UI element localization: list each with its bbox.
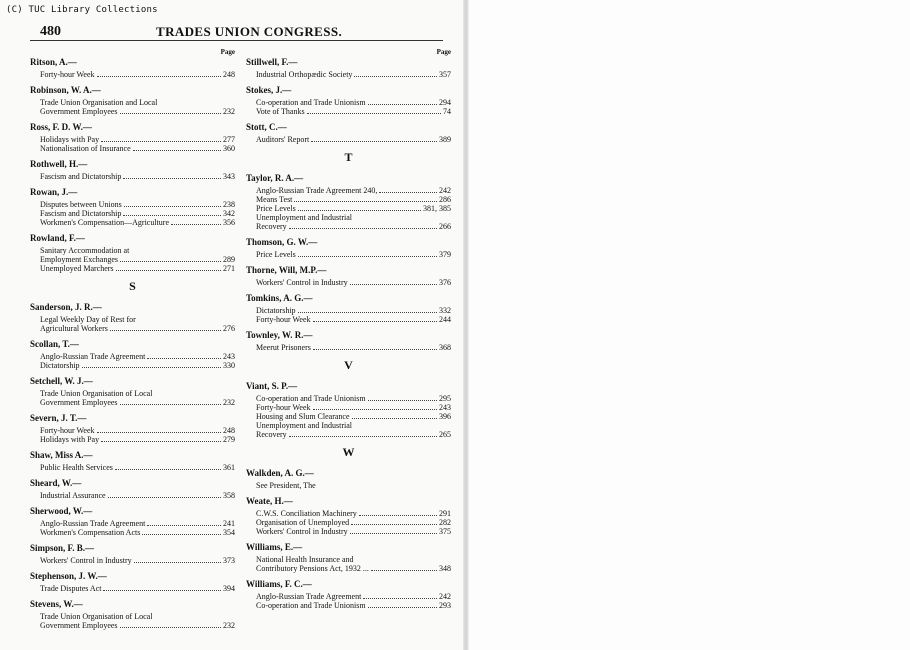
leader-dots <box>120 627 221 628</box>
watermark: (C) TUC Library Collections <box>6 5 158 15</box>
entry-subject <box>246 70 451 79</box>
index-entry <box>246 579 451 610</box>
entry-name: Stott, C.— <box>246 122 287 132</box>
subject-text: Workers' Control in Industry <box>40 556 132 565</box>
entry-subject <box>246 412 451 421</box>
entry-name: Rowland, F.— <box>30 233 85 243</box>
subject-text: Holidays with Pay <box>40 435 100 444</box>
page-ref: 293 <box>439 601 451 610</box>
entry-subject <box>30 519 235 528</box>
index-column-left <box>30 48 235 636</box>
subject-text: Fascism and Dictatorship <box>40 172 122 181</box>
page-ref: 277 <box>223 135 235 144</box>
entry-subject <box>30 426 235 435</box>
subject-text: Co-operation and Trade Unionism <box>256 394 366 403</box>
subject-text: Agricultural Workers <box>40 324 108 333</box>
page-ref: 348 <box>439 564 451 573</box>
page-ref: 282 <box>439 518 451 527</box>
entry-name: Ross, F. D. W.— <box>30 122 92 132</box>
leader-dots <box>298 312 437 313</box>
entry-subject <box>30 246 235 255</box>
subject-text: Dictatorship <box>40 361 80 370</box>
entry-subject <box>30 135 235 144</box>
page-ref: 248 <box>223 426 235 435</box>
index-entry <box>246 122 451 144</box>
index-entry <box>30 571 235 593</box>
index-column-right <box>246 48 451 616</box>
subject-text: Anglo-Russian Trade Agreement <box>256 592 362 601</box>
leader-dots <box>171 224 221 225</box>
entry-subject <box>246 481 451 490</box>
page-column-label: Page <box>436 48 451 56</box>
subject-text: Trade Union Organisation of Local <box>40 389 153 398</box>
page-column-label: Page <box>220 48 235 56</box>
index-entry <box>30 339 235 370</box>
page-ref: 242 <box>439 592 451 601</box>
entry-subject <box>30 98 235 107</box>
entry-name: Viant, S. P.— <box>246 381 298 391</box>
entry-name: Williams, E.— <box>246 542 303 552</box>
subject-text: Workers' Control in Industry <box>256 527 348 536</box>
page-ref: 289 <box>223 255 235 264</box>
entry-subject <box>30 389 235 398</box>
section-letter: T <box>344 150 353 164</box>
index-entry <box>246 496 451 536</box>
entry-name: Walkden, A. G.— <box>246 468 314 478</box>
subject-text: C.W.S. Conciliation Machinery <box>256 509 357 518</box>
page-ref: 343 <box>223 172 235 181</box>
index-entry <box>246 57 451 79</box>
subject-text: Industrial Assurance <box>40 491 106 500</box>
entry-name: Stillwell, F.— <box>246 57 298 67</box>
entry-subject <box>246 592 451 601</box>
entry-name: Sanderson, J. R.— <box>30 302 102 312</box>
page-ref: 389 <box>439 135 451 144</box>
page-ref: 232 <box>223 398 235 407</box>
subject-text: Co-operation and Trade Unionism <box>256 98 366 107</box>
entry-name: Ritson, A.— <box>30 57 77 67</box>
subject-text: Trade Disputes Act <box>40 584 102 593</box>
leader-dots <box>123 215 221 216</box>
entry-subject <box>30 107 235 116</box>
subject-text: Vote of Thanks <box>256 107 305 116</box>
entry-name: Stephenson, J. W.— <box>30 571 107 581</box>
page-ref: 241 <box>223 519 235 528</box>
section-letter: V <box>344 358 353 372</box>
entry-subject <box>30 556 235 565</box>
entry-subject <box>30 70 235 79</box>
subject-text: Government Employees <box>40 107 118 116</box>
leader-dots <box>120 261 221 262</box>
page-ref: 356 <box>223 218 235 227</box>
leader-dots <box>147 358 221 359</box>
page-ref: 294 <box>439 98 451 107</box>
page-ref: 360 <box>223 144 235 153</box>
page-number: 480 <box>40 24 61 39</box>
entry-subject <box>30 621 235 630</box>
subject-text: Unemployment and Industrial <box>256 421 352 430</box>
entry-subject <box>30 528 235 537</box>
subject-text: Organisation of Unemployed <box>256 518 350 527</box>
entry-subject <box>30 491 235 500</box>
leader-dots <box>97 76 221 77</box>
leader-dots <box>298 256 437 257</box>
header-rule <box>30 40 443 41</box>
subject-text: Sanitary Accommodation at <box>40 246 130 255</box>
entry-subject <box>246 195 451 204</box>
page-ref: 244 <box>439 315 451 324</box>
entry-subject <box>246 222 451 231</box>
leader-dots <box>379 192 437 193</box>
subject-text: Workmen's Compensation Acts <box>40 528 141 537</box>
leader-dots <box>97 432 221 433</box>
leader-dots <box>351 524 437 525</box>
index-entry <box>30 478 235 500</box>
entry-name: Weate, H.— <box>246 496 293 506</box>
index-entry <box>246 173 451 231</box>
leader-dots <box>289 228 437 229</box>
entry-subject <box>246 394 451 403</box>
leader-dots <box>101 441 221 442</box>
subject-text: Trade Union Organisation of Local <box>40 612 153 621</box>
subject-text: Employment Exchanges <box>40 255 118 264</box>
subject-text: Forty-hour Week <box>256 403 311 412</box>
page-ref: 373 <box>223 556 235 565</box>
entry-subject <box>30 144 235 153</box>
page-ref: 357 <box>439 70 451 79</box>
entry-subject <box>30 361 235 370</box>
leader-dots <box>108 497 221 498</box>
subject-text: Meerut Prisoners <box>256 343 311 352</box>
running-header: TRADES UNION CONGRESS. <box>156 24 343 39</box>
page-ref: 232 <box>223 107 235 116</box>
subject-text: Recovery <box>256 430 287 439</box>
entry-name: Rowan, J.— <box>30 187 78 197</box>
leader-dots <box>120 113 221 114</box>
leader-dots <box>289 436 437 437</box>
page-ref: 379 <box>439 250 451 259</box>
entry-subject <box>246 527 451 536</box>
leader-dots <box>82 367 221 368</box>
entry-name: Townley, W. R.— <box>246 330 313 340</box>
leader-dots <box>352 418 437 419</box>
subject-text: Forty-hour Week <box>256 315 311 324</box>
entry-subject <box>246 98 451 107</box>
entry-subject <box>30 612 235 621</box>
entry-subject <box>246 250 451 259</box>
subject-text: Anglo-Russian Trade Agreement <box>40 352 146 361</box>
index-entry <box>246 237 451 259</box>
page-ref: 279 <box>223 435 235 444</box>
leader-dots <box>368 400 437 401</box>
entry-name: Sherwood, W.— <box>30 506 93 516</box>
subject-text: Unemployment and Industrial <box>256 213 352 222</box>
entry-subject <box>246 509 451 518</box>
entry-subject <box>30 315 235 324</box>
subject-text: Price Levels <box>256 250 296 259</box>
index-entry <box>30 450 235 472</box>
entry-subject <box>30 255 235 264</box>
entry-subject <box>246 306 451 315</box>
page-ref: 243 <box>223 352 235 361</box>
entry-subject <box>30 200 235 209</box>
leader-dots <box>307 113 441 114</box>
entry-subject <box>30 324 235 333</box>
entry-name: Rothwell, H.— <box>30 159 88 169</box>
leader-dots <box>147 525 221 526</box>
subject-text: Disputes between Unions <box>40 200 122 209</box>
leader-dots <box>371 570 437 571</box>
entry-subject <box>246 564 451 573</box>
entry-subject <box>246 601 451 610</box>
section-letter: S <box>129 279 136 293</box>
page-ref: 232 <box>223 621 235 630</box>
index-entry <box>246 381 451 439</box>
index-entry <box>30 57 235 79</box>
subject-text: Fascism and Dictatorship <box>40 209 122 218</box>
leader-dots <box>311 141 437 142</box>
page-ref: 286 <box>439 195 451 204</box>
leader-dots <box>133 150 221 151</box>
leader-dots <box>368 104 437 105</box>
page-ref: 361 <box>223 463 235 472</box>
leader-dots <box>363 598 437 599</box>
subject-text: Public Health Services <box>40 463 113 472</box>
entry-name: Stokes, J.— <box>246 85 292 95</box>
leader-dots <box>313 409 437 410</box>
page-ref: 368 <box>439 343 451 352</box>
entry-name: Williams, F. C.— <box>246 579 312 589</box>
page-ref: 376 <box>439 278 451 287</box>
index-entry <box>246 330 451 352</box>
subject-text: Nationalisation of Insurance <box>40 144 131 153</box>
leader-dots <box>103 590 221 591</box>
page-ref: 276 <box>223 324 235 333</box>
subject-text: Workers' Control in Industry <box>256 278 348 287</box>
entries-left <box>30 57 235 630</box>
page-ref: 330 <box>223 361 235 370</box>
entry-subject <box>246 213 451 222</box>
leader-dots <box>101 141 221 142</box>
page-ref: 396 <box>439 412 451 421</box>
index-entry <box>246 542 451 573</box>
subject-text: Industrial Orthopædic Society <box>256 70 353 79</box>
entry-name: Robinson, W. A.— <box>30 85 101 95</box>
leader-dots <box>120 404 221 405</box>
subject-text: Government Employees <box>40 621 118 630</box>
index-entry <box>30 85 235 116</box>
entry-name: Shaw, Miss A.— <box>30 450 93 460</box>
index-entry <box>30 159 235 181</box>
index-entry <box>246 468 451 490</box>
index-entry <box>246 85 451 116</box>
entry-subject <box>246 107 451 116</box>
leader-dots <box>123 178 221 179</box>
entry-subject <box>30 352 235 361</box>
subject-text: Price Levels <box>256 204 296 213</box>
entry-subject <box>246 315 451 324</box>
index-entry <box>30 187 235 227</box>
page-ref: 242 <box>439 186 451 195</box>
index-entry <box>30 413 235 444</box>
subject-text: Legal Weekly Day of Rest for <box>40 315 136 324</box>
entry-subject <box>30 463 235 472</box>
entry-subject <box>246 555 451 564</box>
entry-subject <box>30 218 235 227</box>
entry-name: Thorne, Will, M.P.— <box>246 265 327 275</box>
page-ref: 266 <box>439 222 451 231</box>
entry-subject <box>30 398 235 407</box>
entry-subject <box>246 278 451 287</box>
index-entry <box>246 293 451 324</box>
subject-text: Holidays with Pay <box>40 135 100 144</box>
subject-text: Auditors' Report <box>256 135 310 144</box>
page-ref: 265 <box>439 430 451 439</box>
leader-dots <box>354 76 437 77</box>
index-entry <box>30 122 235 153</box>
entry-name: Sheard, W.— <box>30 478 82 488</box>
subject-text: Means Test <box>256 195 293 204</box>
subject-text: Workmen's Compensation—Agriculture <box>40 218 169 227</box>
index-entry <box>30 302 235 333</box>
leader-dots <box>142 534 221 535</box>
subject-text: Dictatorship <box>256 306 296 315</box>
leader-dots <box>124 206 221 207</box>
subject-text: Housing and Slum Clearance <box>256 412 350 421</box>
entry-name: Setchell, W. J.— <box>30 376 93 386</box>
index-entry <box>30 599 235 630</box>
facing-blank-page <box>469 0 910 650</box>
subject-text: Forty-hour Week <box>40 426 95 435</box>
leader-dots <box>294 201 437 202</box>
index-entry <box>30 376 235 407</box>
entry-subject <box>246 430 451 439</box>
leader-dots <box>313 321 437 322</box>
entry-subject <box>30 584 235 593</box>
leader-dots <box>298 210 421 211</box>
entry-subject <box>30 172 235 181</box>
leader-dots <box>368 607 437 608</box>
subject-text: Contributory Pensions Act, 1932 ... <box>256 564 369 573</box>
subject-text: Recovery <box>256 222 287 231</box>
entry-name: Stevens, W.— <box>30 599 83 609</box>
subject-text: Unemployed Marchers <box>40 264 114 273</box>
section-letter: W <box>342 445 355 459</box>
subject-text: Forty-hour Week <box>40 70 95 79</box>
page-ref: 238 <box>223 200 235 209</box>
leader-dots <box>350 533 437 534</box>
entry-subject <box>246 421 451 430</box>
page-ref: 332 <box>439 306 451 315</box>
subject-text: Trade Union Organisation and Local <box>40 98 158 107</box>
page-ref: 381, 385 <box>423 204 451 213</box>
leader-dots <box>359 515 437 516</box>
entry-name: Severn, J. T.— <box>30 413 87 423</box>
page-ref: 74 <box>443 107 451 116</box>
entry-subject <box>246 135 451 144</box>
leader-dots <box>350 284 437 285</box>
page-ref: 354 <box>223 528 235 537</box>
leader-dots <box>115 469 221 470</box>
entry-name: Simpson, F. B.— <box>30 543 94 553</box>
index-entry <box>30 543 235 565</box>
subject-text: Anglo-Russian Trade Agreement <box>40 519 146 528</box>
leader-dots <box>116 270 221 271</box>
subject-text: Government Employees <box>40 398 118 407</box>
subject-text: See President, The <box>256 481 316 490</box>
page-ref: 358 <box>223 491 235 500</box>
leader-dots <box>110 330 221 331</box>
entry-subject <box>246 518 451 527</box>
page-ref: 291 <box>439 509 451 518</box>
index-entry <box>30 506 235 537</box>
entry-subject <box>246 204 451 213</box>
index-entry <box>246 265 451 287</box>
entry-name: Taylor, R. A.— <box>246 173 304 183</box>
entry-subject <box>30 264 235 273</box>
subject-text: National Health Insurance and <box>256 555 354 564</box>
page-ref: 394 <box>223 584 235 593</box>
page-ref: 243 <box>439 403 451 412</box>
entry-subject <box>30 209 235 218</box>
entries-right <box>246 57 451 610</box>
index-entry <box>30 233 235 273</box>
leader-dots <box>313 349 437 350</box>
entry-name: Scollan, T.— <box>30 339 79 349</box>
entry-subject <box>246 186 451 195</box>
page-ref: 375 <box>439 527 451 536</box>
page-ref: 342 <box>223 209 235 218</box>
entry-subject <box>246 403 451 412</box>
leader-dots <box>134 562 221 563</box>
subject-text: Co-operation and Trade Unionism <box>256 601 366 610</box>
entry-name: Thomson, G. W.— <box>246 237 318 247</box>
entry-subject <box>246 343 451 352</box>
page-ref: 271 <box>223 264 235 273</box>
entry-subject <box>30 435 235 444</box>
subject-text: Anglo-Russian Trade Agreement 240, <box>256 186 378 195</box>
entry-name: Tomkins, A. G.— <box>246 293 313 303</box>
page-ref: 248 <box>223 70 235 79</box>
page-ref: 295 <box>439 394 451 403</box>
